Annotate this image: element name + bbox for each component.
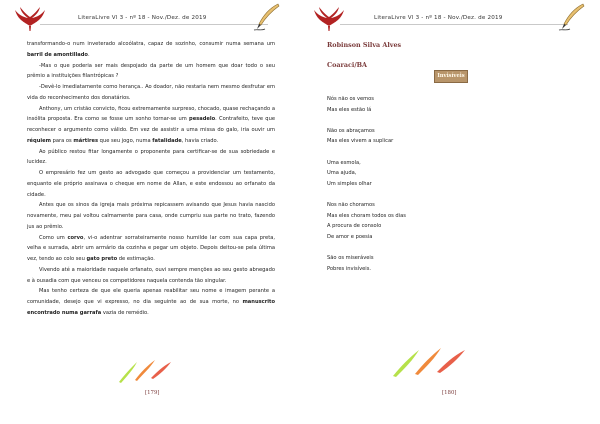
paragraph: Vivendo até a maioridade naquele orfanato, ouvi sempre menções ao seu gesto abnegado e à ousadia com que venceu os competidores naquela contenda tão singular. [27,266,275,284]
author-city: Coaraci/BA [327,61,368,69]
page-header [300,4,600,32]
story-text [27,39,275,319]
poem-line: São os miseráveis [327,254,374,261]
poem-line: Mas eles choram todos os dias [327,212,406,219]
poem-line: De amor e poesia [327,233,373,240]
header-title: LiteraLivre Vl 3 - nº 18 - Nov./Dez. de 2019 [78,15,207,21]
poem-line: Um simples olhar [327,180,372,187]
poem-line: A procura de consolo [327,223,382,230]
poem-line: Uma esmola, [327,159,361,166]
paragraph: Antes que os sinos da igreja mais próxima repicassem avisando que Jesus havia nascido novamente, meu pai voltou calmamente para casa, onde cumpriu sua parte no trato, fazendo jus ao prêmio. [27,202,275,230]
page-number: [179] [145,390,160,396]
paragraph: -Mas o que poderia ser mais despojado da parte de um homem que doar todo o seu prêmio a instituições filantrópicas ? [27,62,275,80]
quill-pen-icon [557,2,587,32]
poem-line: Uma ajuda, [327,170,357,177]
header-divider [340,24,568,25]
winged-logo-icon [313,6,345,32]
stanza [327,200,567,242]
paragraph: transformando-o num inveterado alcoólatra, capaz de sozinho, consumir numa semana um barril de amontillado. [27,41,275,58]
stanza [327,126,567,147]
header-divider [40,24,268,25]
stanza [327,253,567,274]
stanza [327,94,567,115]
poem-line: Pobres invisíveis. [327,265,372,272]
header-title: LiteraLivre Vl 3 - nº 18 - Nov./Dez. de 2019 [374,15,503,21]
right-page [300,0,600,424]
poem-line: Não os abraçamos [327,127,375,134]
poem-line: Nos não choramos [327,201,375,208]
page-header [0,4,300,32]
author-name: Robinson Silva Alves [327,41,402,49]
feathers-icon [115,356,175,384]
paragraph: Como um corvo, vi-o adentrar sorrateiramente nosso humilde lar com sua capa preta, velha e surrada, abrir um armário da cozinha e pegar um objeto. Depois deitou-se pela última vez, tendo ao colo seu gato preto de estimação. [27,234,275,262]
paragraph: O empresário fez um gesto ao advogado que começou a providenciar um testamento, enquanto ele próprio assinava o cheque em nome de Allan, e este endossou ao orfanato da cidade. [27,170,275,198]
stanza [327,158,567,190]
poem-line: Mas eles estão lá [327,106,372,113]
quill-pen-icon [252,2,282,32]
paragraph: -Devê-lo imediatamente como herança.. Ao doador, não restaria nem mesmo desfrutar em vida do reconhecimento dos donatários. [27,84,275,101]
page-number: [180] [442,390,457,396]
poem-title: Invisíveis [434,70,468,83]
paragraph: Mas tenho certeza de que ele queria apenas reabilitar seu nome e imagem perante a comunidade, desejo que vi expresso, no dia seguinte ao de sua morte, no manuscrito encontrado numa garrafa vazia de remédio. [27,288,275,316]
poem-line: Mas eles vivem a suplicar [327,138,394,145]
poem [327,94,567,285]
paragraph: Anthony, um cristão convicto, ficou extremamente surpreso, chocado, quase rechaçando a insólita proposta. Era como se fosse um sonho tornar-se um pesadelo. Contrafeito, teve que reconhecer o argumento como válido. Em vez de assistir a uma missa do galo, iria ouvir um réquiem para os mártires que seu jogo, numa fatalidade, havia criado. [27,105,275,144]
poem-line: Nós não os vemos [327,96,374,102]
paragraph: Ao público restou fitar longamente o proponente para certificar-se de sua sobriedade e lucidez. [27,148,275,166]
feathers-icon [389,344,469,378]
winged-logo-icon [14,6,46,32]
